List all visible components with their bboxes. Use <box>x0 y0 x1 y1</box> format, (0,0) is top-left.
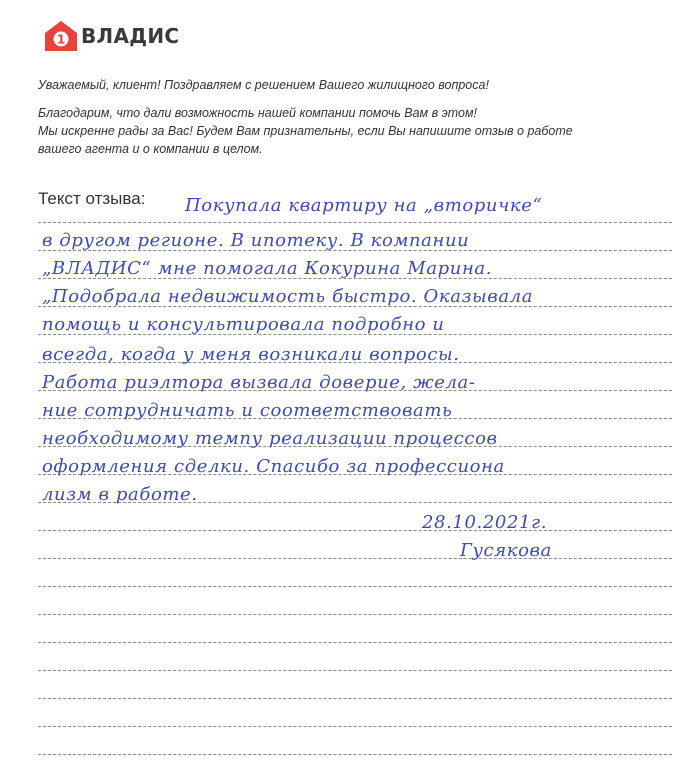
review-label: Текст отзыва: <box>38 189 146 208</box>
review-date: 28.10.2021г. <box>422 512 548 533</box>
ruled-line <box>38 642 672 643</box>
review-line: оформления сделки. Спасибо за профессиона <box>42 456 505 477</box>
intro-line-2: Благодарим, что дали возможность нашей компании помочь Вам в этом! <box>38 106 478 120</box>
ruled-line <box>38 530 672 531</box>
review-line: в другом регионе. В ипотеку. В компании <box>42 230 470 251</box>
ruled-line <box>38 558 672 559</box>
review-line: ние сотрудничать и соответствовать <box>42 400 453 421</box>
ruled-line <box>38 502 672 503</box>
intro-line-3: Мы искренне рады за Вас! Будем Вам признательны, если Вы напишите отзыв о работе <box>38 124 573 138</box>
review-line: Покупала квартиру на „вторичке“ <box>185 195 543 216</box>
ruled-line <box>38 474 672 475</box>
svg-text:1: 1 <box>56 32 66 47</box>
ruled-line <box>38 278 672 279</box>
intro-line-1: Уважаемый, клиент! Поздравляем с решением Вашего жилищного вопроса! <box>38 78 489 92</box>
ruled-line <box>38 586 672 587</box>
review-line: необходимому темпу реализации процессов <box>42 428 498 449</box>
review-line: всегда, когда у меня возникали вопросы. <box>42 344 460 365</box>
review-signature: Гусякова <box>460 540 552 561</box>
review-line: лизм в работе. <box>42 484 198 505</box>
ruled-line <box>38 726 672 727</box>
ruled-line <box>38 250 672 251</box>
ruled-line <box>38 390 672 391</box>
review-line: Работа риэлтора вызвала доверие, жела- <box>42 372 476 393</box>
ruled-line <box>38 698 672 699</box>
ruled-lines <box>38 0 672 768</box>
review-line: „Подобрала недвижимость быстро. Оказывала <box>42 286 534 307</box>
ruled-line <box>38 418 672 419</box>
ruled-line <box>38 362 672 363</box>
intro-line-4: вашего агента и о компании в целом. <box>38 142 263 156</box>
ruled-line <box>38 670 672 671</box>
ruled-line <box>38 614 672 615</box>
ruled-line <box>38 306 672 307</box>
brand-name: ВЛАДИС <box>81 24 180 48</box>
ruled-line <box>38 334 672 335</box>
review-line: помощь и консультировала подробно и <box>42 314 445 335</box>
review-line: „ВЛАДИС“ мне помогала Кокурина Марина. <box>42 258 493 279</box>
ruled-line <box>38 446 672 447</box>
ruled-line <box>38 222 672 223</box>
ruled-line <box>38 754 672 755</box>
